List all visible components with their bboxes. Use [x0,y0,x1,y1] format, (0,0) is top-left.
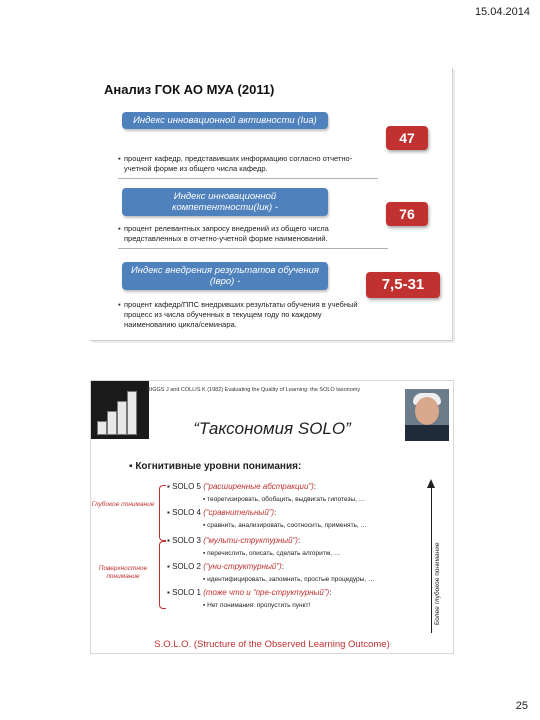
level-term: (“сравнительный”) [203,508,275,517]
divider [118,248,388,249]
level-name: SOLO 2 [172,562,201,571]
index-description-text: процент кафедр/ППС внедривших результаты обучения в учебный процесс из числа обученных в текущем году по каждому наименованию цикла/семинара. [124,300,358,329]
level-name: SOLO 1 [172,588,201,597]
depth-arrow [431,487,432,633]
level-term: (тоже что и “пре-структурный”) [203,588,330,597]
solo-footer: S.O.L.O. (Structure of the Observed Learning Outcome) [154,639,390,650]
level-name: SOLO 4 [172,508,201,517]
level-description-text: перечислить, описать, сделать алгоритм, … [207,550,341,557]
level-description: ▪ перечислить, описать, сделать алгоритм, … [203,550,341,557]
level-description: ▪ теоретизировать, обобщить, выдвигать гипотезы, … [203,496,366,503]
divider [118,178,378,179]
slide-title: Анализ ГОК АО МУА (2011) [104,82,275,97]
index-description-text: процент релевантных запросу внедрений из общего числа представленных в отчетно-учетной форме наименований. [124,224,329,243]
page-date: 15.04.2014 [474,6,530,18]
depth-axis-label: Более глубокое понимание [434,542,441,625]
level-term: (“мульти-структурный”) [203,536,298,545]
index-description-text: процент кафедр, представивших информацию согласно отчетно-учетной форме из общего числа кафедр. [124,154,353,173]
level-term: (“уни-структурный”) [203,562,282,571]
deep-brace [159,485,166,541]
slide-solo-taxonomy [90,380,454,654]
level-name: SOLO 3 [172,536,201,545]
index-description: ▪ процент релевантных запросу внедрений из общего числа представленных в отчетно-учетной форме наименований. [118,224,374,244]
level-name: SOLO 5 [172,482,201,491]
level-description-text: идентифицировать, запомнить, простые процедуры, … [207,576,375,583]
level-description-text: сравнить, анализировать, соотносить, применять, … [207,522,368,529]
level-colon: : [274,508,277,517]
level-colon: : [329,588,332,597]
index-pill: Индекс инновационной активности (Iиа) [122,112,328,129]
level-colon: : [313,482,317,491]
level-description: ▪ Нет понимания: пропустить пункт! [203,602,311,609]
page-number: 25 [515,700,528,712]
level-description-text: теоретизировать, обобщить, выдвигать гипотезы, … [207,496,366,503]
slide-subtitle: ▪ Когнитивные уровни понимания: [129,461,302,472]
solo-level: ▪ SOLO 2 (“уни-структурный”): [167,562,284,571]
solo-level: ▪ SOLO 1 (тоже что и “пре-структурный”): [167,588,332,597]
reference-text: BIGGS J and COLLIS K (1982) Evaluating the Quality of Learning: the SOLO taxonomy [147,387,361,393]
index-pill: Индекс внедрения результатов обучения (Iвро) - [122,262,328,290]
level-description: ▪ сравнить, анализировать, соотносить, применять, … [203,522,368,529]
surface-brace [159,541,166,609]
slide-gok-analysis [90,68,453,341]
level-term: (“расширенные абстракции”) [203,482,314,491]
level-description: ▪ идентифицировать, запомнить, простые процедуры, … [203,576,375,583]
solo-level: ▪ SOLO 3 (“мульти-структурный”): [167,536,301,545]
subtitle-text: Когнитивные уровни понимания: [135,461,302,472]
level-colon: : [297,536,301,545]
index-value-badge: 7,5-31 [366,272,440,298]
index-value-badge: 47 [386,126,428,150]
level-description-text: Нет понимания: пропустить пункт! [207,602,311,609]
slide-title: “Таксономия SOLO” [193,419,351,438]
index-description: ▪ процент кафедр/ППС внедривших результаты обучения в учебный процесс из числа обученных в текущем году по каждому наименованию цикла/семинара. [118,300,364,330]
solo-level: ▪ SOLO 4 (“сравнительный”): [167,508,277,517]
index-pill: Индекс инновационной компетентности(Iик) - [122,188,328,216]
index-value-badge: 76 [386,202,428,226]
surface-understanding-label: Поверхностное понимание [98,565,148,580]
solo-level: ▪ SOLO 5 (“расширенные абстракции”): [167,482,317,491]
deep-understanding-label: Глубокое понимание [91,501,155,508]
level-colon: : [281,562,284,571]
index-description: ▪ процент кафедр, представивших информацию согласно отчетно-учетной форме из общего числа кафедр. [118,154,364,174]
